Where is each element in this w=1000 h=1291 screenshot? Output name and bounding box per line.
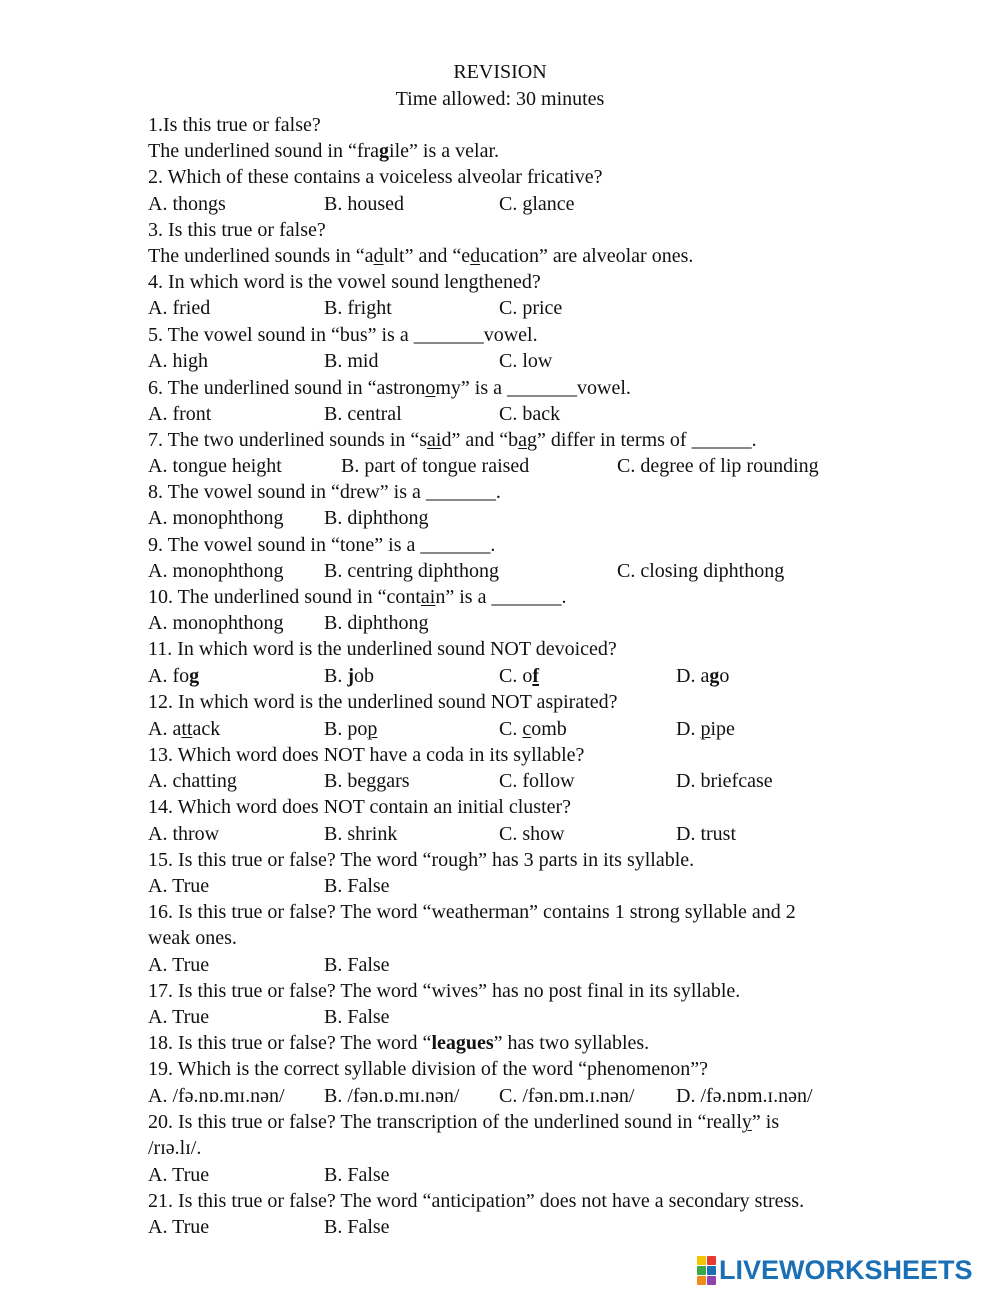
time-allowed: Time allowed: 30 minutes [395, 88, 605, 110]
question-12-option-d[interactable]: D. pipe [676, 718, 735, 740]
question-10-option-b[interactable]: B. diphthong [324, 612, 429, 634]
brand-name: LIVEWORKSHEETS [719, 1254, 973, 1285]
question-11-option-a[interactable]: A. fog [148, 665, 200, 687]
logo-cell [707, 1256, 716, 1265]
question-19-option-c[interactable]: C. /fən.ɒm.ɪ.nən/ [499, 1085, 635, 1107]
question-12-label: 12. In which word is the underlined sound NOT aspirated? [148, 691, 618, 713]
question-5-option-c[interactable]: C. low [499, 350, 553, 372]
question-1-label: 1.Is this true or false? [148, 114, 321, 136]
worksheet-title: REVISION [453, 61, 547, 83]
question-2-option-a[interactable]: A. thongs [148, 193, 226, 215]
question-8-label: 8. The vowel sound in “drew” is a _______. [148, 481, 501, 503]
question-12-option-b[interactable]: B. pop [324, 718, 378, 740]
question-16-label: 16. Is this true or false? The word “weatherman” contains 1 strong syllable and 2 [148, 901, 796, 923]
question-3-statement: The underlined sounds in “adult” and “education” are alveolar ones. [148, 245, 694, 267]
question-14-option-d[interactable]: D. trust [676, 823, 736, 845]
question-14-option-a[interactable]: A. throw [148, 823, 220, 845]
question-4-label: 4. In which word is the vowel sound lengthened? [148, 271, 541, 293]
question-15-option-b[interactable]: B. False [324, 875, 390, 897]
question-11-option-c[interactable]: C. of [499, 665, 540, 687]
question-4-option-b[interactable]: B. fright [324, 297, 392, 319]
question-6-option-a[interactable]: A. front [148, 403, 212, 425]
question-17-label: 17. Is this true or false? The word “wives” has no post final in its syllable. [148, 980, 741, 1002]
question-13-option-a[interactable]: A. chatting [148, 770, 237, 792]
logo-cell [697, 1266, 706, 1275]
question-5-option-b[interactable]: B. mid [324, 350, 379, 372]
question-7-label: 7. The two underlined sounds in “said” and “bag” differ in terms of ______. [148, 429, 757, 451]
question-15-label: 15. Is this true or false? The word “rough” has 3 parts in its syllable. [148, 849, 695, 871]
question-4-option-c[interactable]: C. price [499, 297, 563, 319]
question-20-option-a[interactable]: A. True [148, 1164, 210, 1186]
question-17-option-a[interactable]: A. True [148, 1006, 210, 1028]
question-4-option-a[interactable]: A. fried [148, 297, 211, 319]
logo-cell [707, 1276, 716, 1285]
question-7-option-c[interactable]: C. degree of lip rounding [617, 455, 819, 477]
question-2-option-b[interactable]: B. housed [324, 193, 404, 215]
question-8-option-a[interactable]: A. monophthong [148, 507, 284, 529]
question-16-option-b[interactable]: B. False [324, 954, 390, 976]
question-2-option-c[interactable]: C. glance [499, 193, 575, 215]
question-9-option-a[interactable]: A. monophthong [148, 560, 284, 582]
question-11-option-b[interactable]: B. job [324, 665, 375, 687]
logo-cell [697, 1276, 706, 1285]
question-16-label-cont: weak ones. [148, 927, 237, 949]
logo-mark-icon [697, 1256, 716, 1285]
question-11-option-d[interactable]: D. ago [676, 665, 730, 687]
question-6-option-c[interactable]: C. back [499, 403, 561, 425]
question-7-option-a[interactable]: A. tongue height [148, 455, 282, 477]
question-14-option-c[interactable]: C. show [499, 823, 565, 845]
question-13-option-d[interactable]: D. briefcase [676, 770, 773, 792]
question-11-label: 11. In which word is the underlined sound NOT devoiced? [148, 638, 617, 660]
question-12-option-a[interactable]: A. attack [148, 718, 221, 740]
question-9-option-c[interactable]: C. closing diphthong [617, 560, 785, 582]
question-12-option-c[interactable]: C. comb [499, 718, 567, 740]
question-5-label: 5. The vowel sound in “bus” is a _______vowel. [148, 324, 538, 346]
question-19-option-a[interactable]: A. /fə.nɒ.mɪ.nən/ [148, 1085, 285, 1107]
question-13-option-b[interactable]: B. beggars [324, 770, 410, 792]
question-13-label: 13. Which word does NOT have a coda in its syllable? [148, 744, 585, 766]
question-18-label: 18. Is this true or false? The word “leagues” has two syllables. [148, 1032, 650, 1054]
question-20-label-cont: /rɪə.lɪ/. [148, 1137, 202, 1159]
question-10-label: 10. The underlined sound in “contain” is a _______. [148, 586, 567, 608]
underlined-sound: g [379, 140, 390, 162]
question-1-statement: The underlined sound in “fragile” is a velar. [148, 140, 499, 162]
question-13-option-c[interactable]: C. follow [499, 770, 575, 792]
question-14-option-b[interactable]: B. shrink [324, 823, 398, 845]
question-19-option-d[interactable]: D. /fə.nɒm.ɪ.nən/ [676, 1085, 813, 1107]
question-21-label: 21. Is this true or false? The word “anticipation” does not have a secondary stress. [148, 1190, 805, 1212]
question-20-option-b[interactable]: B. False [324, 1164, 390, 1186]
question-9-label: 9. The vowel sound in “tone” is a _______. [148, 534, 496, 556]
question-10-option-a[interactable]: A. monophthong [148, 612, 284, 634]
question-6-option-b[interactable]: B. central [324, 403, 402, 425]
question-14-label: 14. Which word does NOT contain an initial cluster? [148, 796, 572, 818]
question-6-label: 6. The underlined sound in “astronomy” is a _______vowel. [148, 377, 631, 399]
question-3-label: 3. Is this true or false? [148, 219, 326, 241]
question-15-option-a[interactable]: A. True [148, 875, 210, 897]
question-7-option-b[interactable]: B. part of tongue raised [341, 455, 530, 477]
question-19-label: 19. Which is the correct syllable division of the word “phenomenon”? [148, 1058, 709, 1080]
question-16-option-a[interactable]: A. True [148, 954, 210, 976]
question-17-option-b[interactable]: B. False [324, 1006, 390, 1028]
logo-cell [697, 1256, 706, 1265]
question-21-option-b[interactable]: B. False [324, 1216, 390, 1238]
question-8-option-b[interactable]: B. diphthong [324, 507, 429, 529]
question-19-option-b[interactable]: B. /fən.ɒ.mɪ.nən/ [324, 1085, 460, 1107]
liveworksheets-logo[interactable] [697, 1255, 973, 1285]
question-5-option-a[interactable]: A. high [148, 350, 208, 372]
question-9-option-b[interactable]: B. centring diphthong [324, 560, 499, 582]
question-21-option-a[interactable]: A. True [148, 1216, 210, 1238]
logo-cell [707, 1266, 716, 1275]
question-20-label: 20. Is this true or false? The transcription of the underlined sound in “really” is [148, 1111, 780, 1133]
question-2-label: 2. Which of these contains a voiceless alveolar fricative? [148, 166, 603, 188]
